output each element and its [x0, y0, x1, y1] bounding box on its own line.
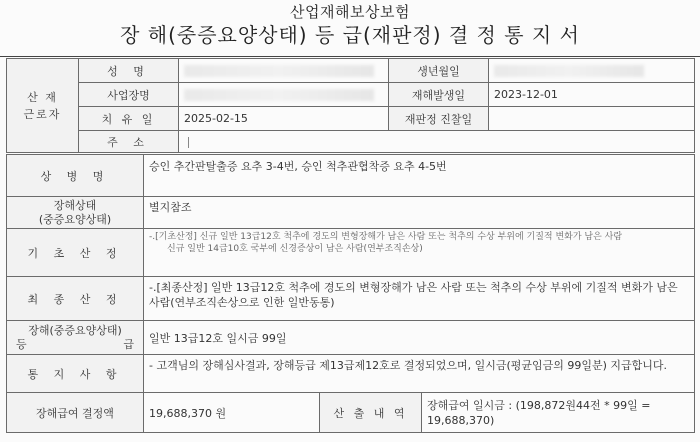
grade-label-line-2 [12, 338, 138, 352]
accident-date-label: 재해발생일 [389, 83, 489, 107]
calc-label: 산 출 내 역 [320, 393, 422, 433]
redacted-name [184, 65, 374, 77]
notice-label: 통 지 사 항 [7, 355, 144, 393]
worker-info-table [6, 58, 695, 153]
grade-label-geup: 급 [123, 337, 134, 351]
disease-value: 승인 추간판탈출증 요추 3-4번, 승인 척추관협착증 요추 4-5번 [144, 155, 695, 197]
title-main: 장 해(중증요양상태) 등 급(재판정) 결 정 통 지 서 [120, 23, 580, 47]
base-value-line-1: -.[기초산정] 신규 일반 13급12호 척추에 경도의 변형장해가 남은 사람 또는 척추의 수상 부위에 기질적 변화가 남은 사람 [149, 232, 623, 242]
redacted-workplace [184, 89, 374, 101]
status-value: 별지참조 [144, 197, 695, 229]
grade-label [7, 321, 144, 355]
calc-value: 장해급여 일시금 : (198,872원44전 * 99일 = 19,688,370) [422, 393, 695, 433]
final-label: 최 종 산 정 [7, 277, 144, 321]
birth-value [489, 59, 695, 83]
base-value-line-2: 신규 일반 14급10호 국부에 신경증상이 남은 사람(연부조직손상) [167, 244, 423, 254]
status-label: 장해상태 (중증요양상태) [7, 197, 144, 229]
base-value [144, 229, 695, 277]
disease-label: 상 병 명 [7, 155, 144, 197]
reexam-value [489, 107, 695, 131]
workplace-value [179, 83, 389, 107]
redacted-address [188, 137, 189, 148]
grade-label-line-1: 장해(중증요양상태) [28, 323, 122, 337]
grade-value: 일반 13급12호 일시금 99일 [144, 321, 695, 355]
birth-label: 생년월일 [389, 59, 489, 83]
amount-label: 장해급여 결정액 [7, 393, 144, 433]
cure-date-label: 치 유 일 [79, 107, 179, 131]
notice-value: - 고객님의 장해심사결과, 장해등급 제13급제12호로 결정되었으며, 일시금(평균임금의 99일분) 지급합니다. [144, 355, 695, 393]
reexam-label: 재판정 진찰일 [389, 107, 489, 131]
worker-section-label: 산 재 근로자 [7, 59, 79, 153]
amount-value: 19,688,370 원 [144, 393, 320, 433]
final-value: -.[최종산정] 일반 13급12호 척추에 경도의 변형장해가 남은 사람 또는 척추의 수상 부위에 기질적 변화가 남은 사람(연부조직손상으로 인한 일반동통) [144, 277, 695, 321]
determination-table [6, 154, 695, 433]
name-label: 성 명 [79, 59, 179, 83]
base-label: 기 초 산 정 [7, 229, 144, 277]
title-insurance: 산업재해보상보험 [290, 3, 410, 21]
address-label: 주 소 [79, 131, 179, 153]
workplace-label: 사업장명 [79, 83, 179, 107]
redacted-birth [494, 65, 644, 77]
document-title [0, 0, 700, 57]
name-value [179, 59, 389, 83]
grade-label-deung: 등 [16, 337, 27, 351]
cure-date-value: 2025-02-15 [179, 107, 389, 131]
address-value [179, 131, 695, 153]
accident-date-value: 2023-12-01 [489, 83, 695, 107]
